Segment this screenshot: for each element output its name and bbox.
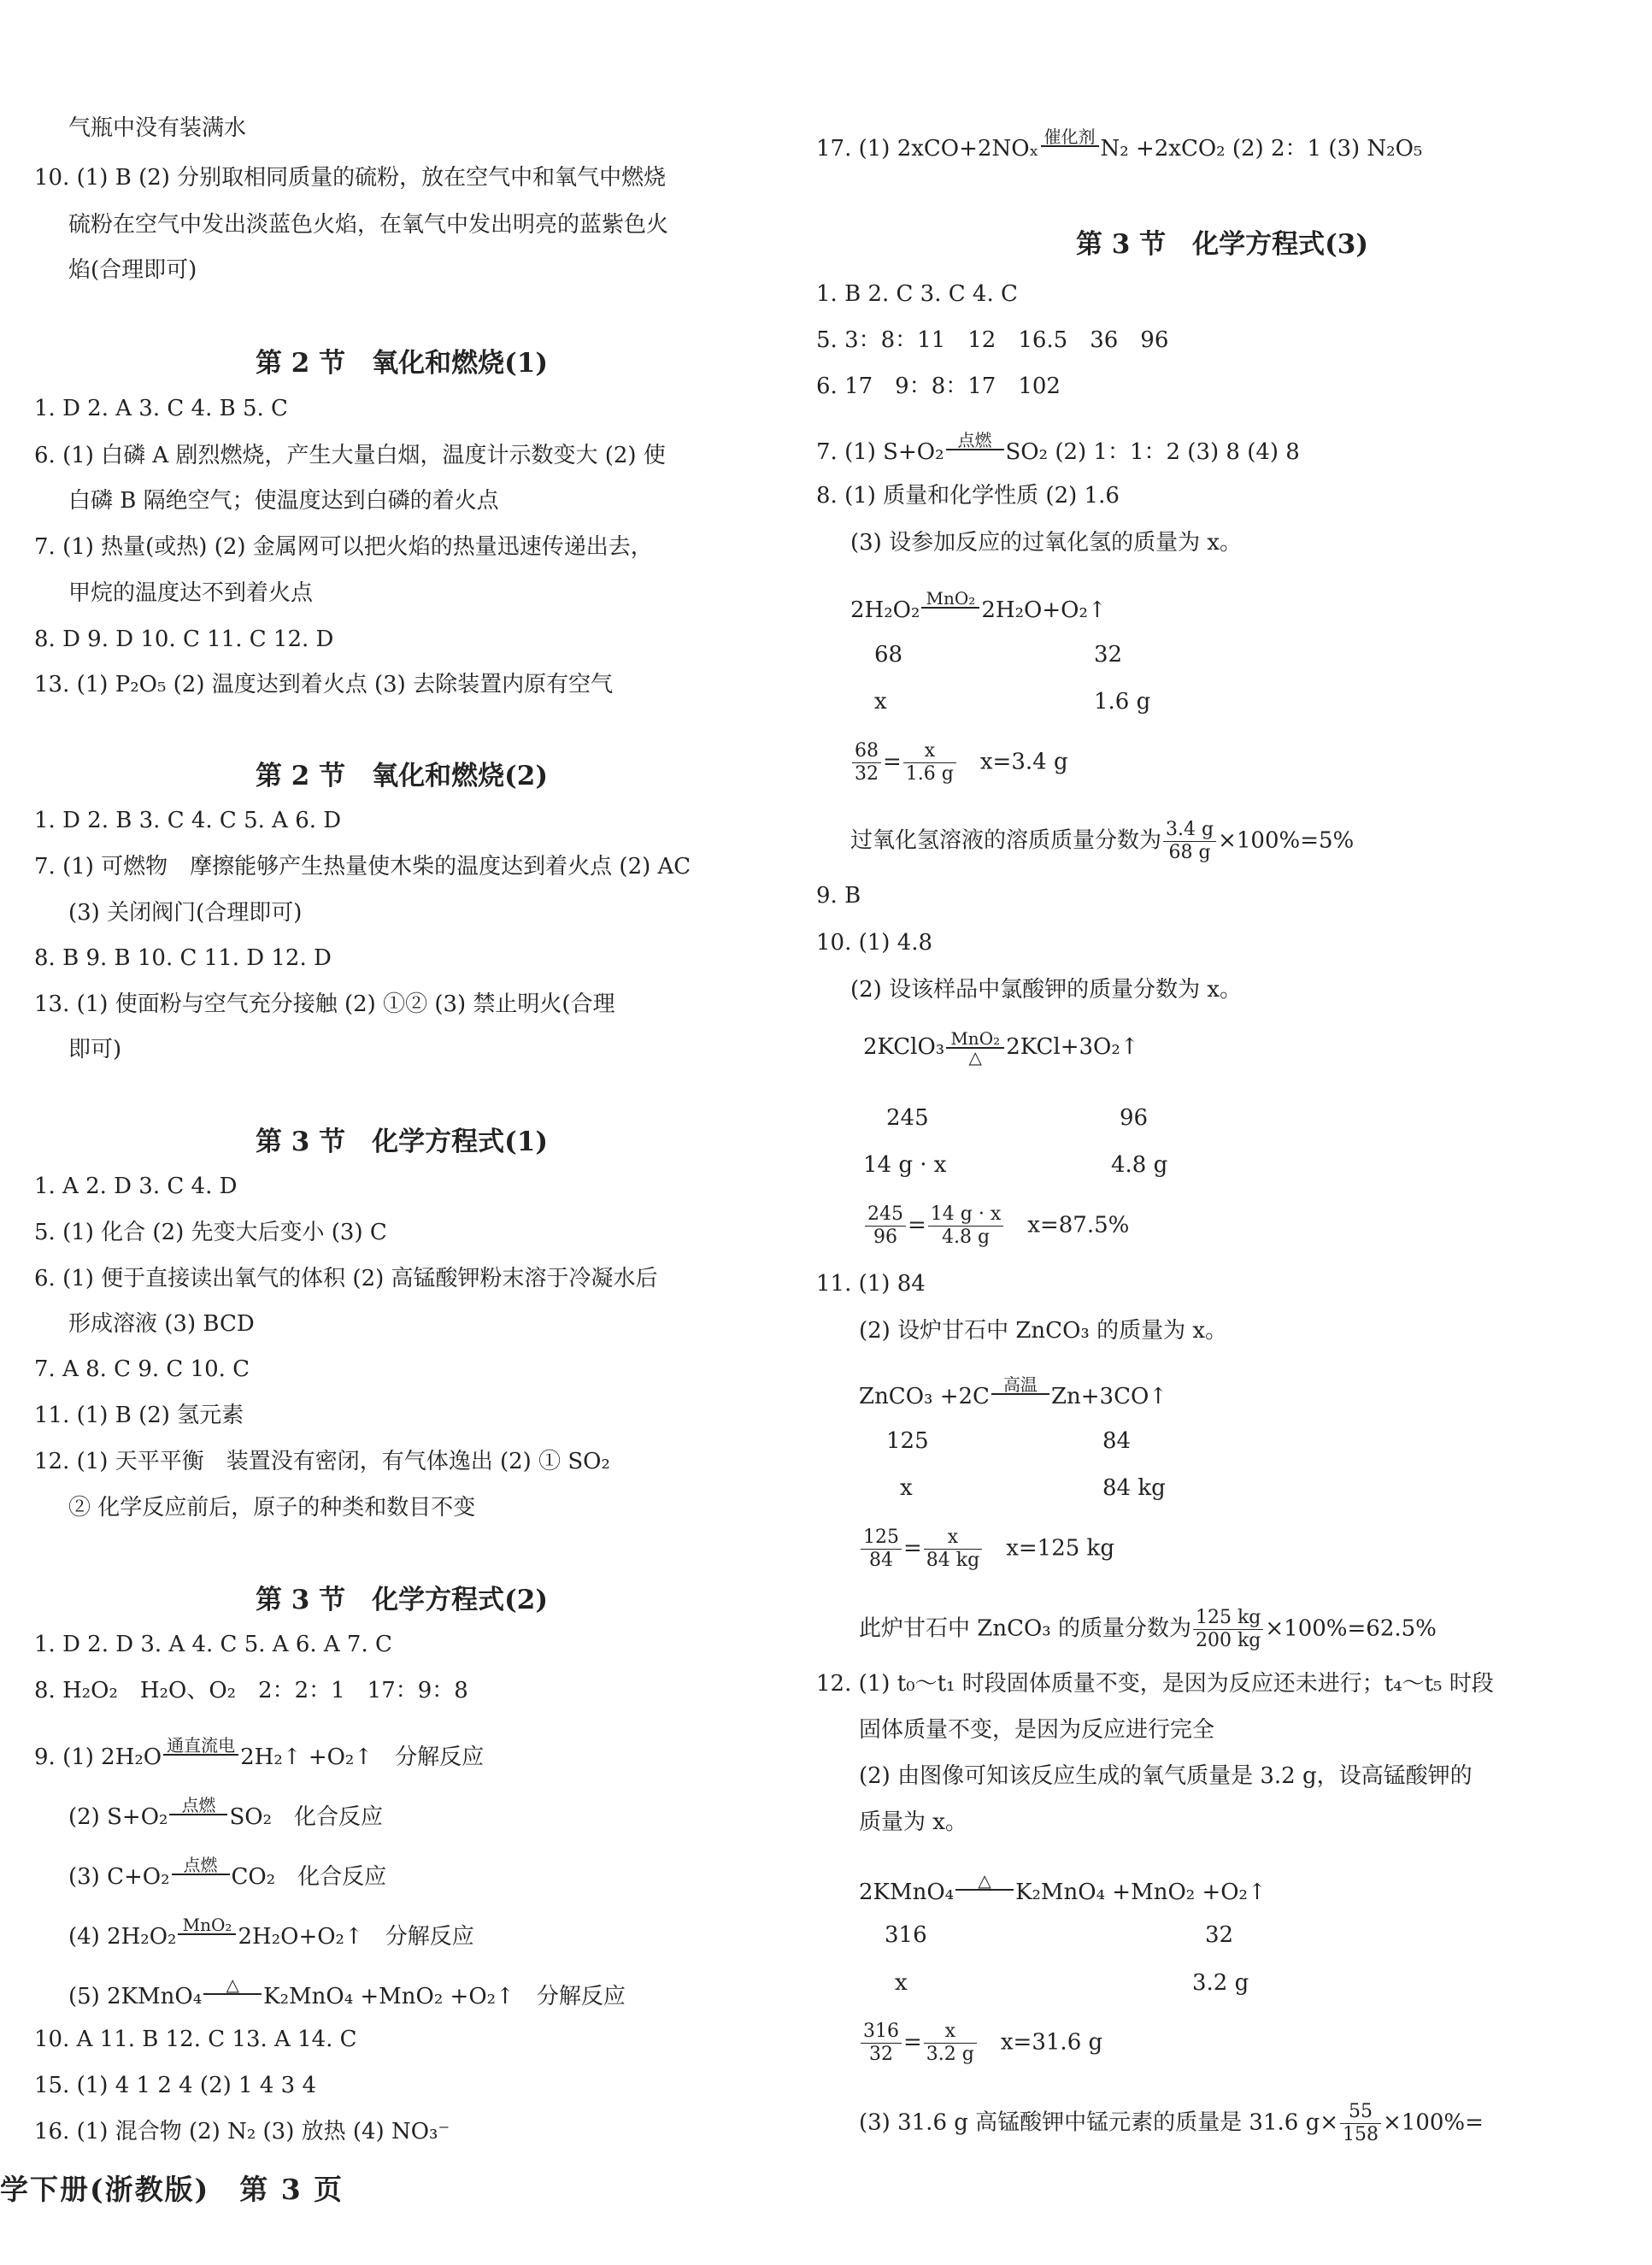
eq-right: SO₂ 化合反应 (229, 1804, 383, 1830)
equation-line: 2KClO₃ MnO₂ △ 2KCl+3O₂↑ (863, 1028, 1139, 1068)
section-heading: 第 2 节 氧化和燃烧(2) (255, 761, 549, 791)
eq-right: 2H₂O+O₂↑ 分解反应 (238, 1924, 474, 1950)
text-line: 7. (1) 可燃物 摩擦能够产生热量使木柴的温度达到着火点 (2) AC (34, 854, 691, 880)
text-line: 9. B (816, 883, 861, 909)
text-line: 甲烷的温度达不到着火点 (68, 580, 314, 606)
text-line: (2) 由图像可知该反应生成的氧气质量是 3.2 g，设高锰酸钾的 (859, 1763, 1473, 1789)
text-line: 1. B 2. C 3. C 4. C (816, 281, 1018, 307)
equation-line: 2H₂O₂ MnO₂ 2H₂O+O₂↑ (850, 588, 1107, 623)
text-line: (3) 设参加反应的过氧化氢的质量为 x。 (850, 530, 1243, 556)
text-line: 68 (874, 642, 903, 668)
text-line: 7. (1) 热量(或热) (2) 金属网可以把火焰的热量迅速传递出去， (34, 534, 653, 560)
text-line: 10. (1) B (2) 分别取相同质量的硫粉，放在空气中和氧气中燃烧 (34, 165, 667, 191)
ratio-line: $\frac{125}{84}$ = $\frac{x}{84 kg}$ x=125 kg (859, 1527, 1114, 1572)
text-line: 质量为 x。 (859, 1809, 967, 1835)
text-line: x (874, 689, 887, 715)
text-line: 84 (1102, 1428, 1132, 1454)
section-heading: 第 3 节 化学方程式(1) (255, 1127, 549, 1157)
equation-line (34, 1737, 484, 1773)
text-line: 13. (1) P₂O₅ (2) 温度达到着火点 (3) 去除装置内原有空气 (34, 672, 614, 697)
eq-left: (5) 2KMnO₄ (68, 1984, 203, 2009)
text-line: 32 (1094, 642, 1123, 668)
text-line: 6. 17 9：8：17 102 (816, 374, 1061, 399)
eq-left: (2) S+O₂ (68, 1804, 168, 1830)
text-line: 13. (1) 使面粉与空气充分接触 (2) ①② (3) 禁止明火(合理 (34, 991, 615, 1017)
text-line: 过氧化氢溶液的溶质质量分数为 $\frac{3.4 g}{68 g}$ ×100%=5% (850, 819, 1355, 863)
ratio-line: $\frac{245}{96}$ = $\frac{14 g \cdot x}{4.8 g}$ x=87.5% (863, 1203, 1129, 1249)
text-line: 固体质量不变，是因为反应进行完全 (859, 1717, 1215, 1743)
equation-line (68, 1916, 474, 1952)
eq-left: (3) C+O₂ (68, 1864, 170, 1890)
text-line: (2) 设该样品中氯酸钾的质量分数为 x。 (850, 977, 1243, 1003)
text-line: 形成溶液 (3) BCD (68, 1311, 255, 1337)
text-line: 此炉甘石中 ZnCO₃ 的质量分数为 $\frac{125 kg}{200 kg}$ ×100%=62.5% (859, 1607, 1437, 1651)
equation-line: 17. (1) 2xCO+2NOₓ 催化剂 N₂ +2xCO₂ (2) 2：1 (3) N₂O₅ (816, 126, 1423, 162)
text-line: 5. 3：8：11 12 16.5 36 96 (816, 327, 1169, 353)
equation-line: ZnCO₃ +2C 高温 Zn+3CO↑ (859, 1374, 1168, 1409)
text-line: 8. D 9. D 10. C 11. C 12. D (34, 627, 334, 652)
text-line: 3.2 g (1192, 1970, 1249, 1996)
text-line: 12. (1) 天平平衡 装置没有密闭，有气体逸出 (2) ① SO₂ (34, 1449, 610, 1474)
text-line: 84 kg (1102, 1475, 1166, 1501)
text-line: 10. (1) 4.8 (816, 930, 933, 956)
text-line: 1. D 2. B 3. C 4. C 5. A 6. D (34, 808, 342, 833)
equation-line: 2KMnO₄ △ K₂MnO₄ +MnO₂ +O₂↑ (859, 1870, 1267, 1905)
equation-line (68, 1976, 626, 2012)
condition: 点燃 (169, 1797, 227, 1833)
text-line: 4.8 g (1111, 1152, 1168, 1178)
text-line: 316 (885, 1922, 927, 1948)
text-line: 焰(合理即可) (68, 257, 197, 283)
eq-left: 9. (1) 2H₂O (34, 1744, 162, 1770)
text-line: 硫粉在空气中发出淡蓝色火焰，在氧气中发出明亮的蓝紫色火 (68, 212, 669, 238)
text-line: 11. (1) 84 (816, 1271, 926, 1297)
text-line: x (900, 1475, 913, 1501)
eq-left: (4) 2H₂O₂ (68, 1924, 177, 1950)
text-line: 1. D 2. D 3. A 4. C 5. A 6. A 7. C (34, 1632, 392, 1657)
eq-right: CO₂ 化合反应 (231, 1864, 387, 1890)
ratio-line: $\frac{68}{32}$ = $\frac{x}{1.6 g}$ x=3.4 g (850, 740, 1068, 785)
condition: △ (203, 1976, 262, 2012)
text-line: 8. B 9. B 10. C 11. D 12. D (34, 945, 332, 971)
section-heading: 第 3 节 化学方程式(3) (1075, 229, 1369, 260)
text-line: 1.6 g (1094, 689, 1151, 715)
text-line: (2) 设炉甘石中 ZnCO₃ 的质量为 x。 (859, 1318, 1227, 1344)
text-line: ② 化学反应前后，原子的种类和数目不变 (68, 1495, 476, 1521)
ratio-line: $\frac{316}{32}$ = $\frac{x}{3.2 g}$ x=31.6 g (859, 2021, 1102, 2066)
text-line: 32 (1205, 1922, 1234, 1948)
section-heading: 第 3 节 化学方程式(2) (255, 1585, 549, 1615)
condition: MnO₂ (178, 1916, 236, 1952)
text-line: 8. (1) 质量和化学性质 (2) 1.6 (816, 483, 1120, 509)
text-line: 6. (1) 白磷 A 剧烈燃烧，产生大量白烟，温度计示数变大 (2) 使 (34, 443, 666, 468)
text-line: 8. H₂O₂ H₂O、O₂ 2：2：1 17：9：8 (34, 1678, 468, 1703)
text-line: 15. (1) 4 1 2 4 (2) 1 4 3 4 (34, 2073, 316, 2098)
condition: 通直流电 (163, 1737, 238, 1773)
page-footer: 学下册(浙教版) 第 3 页 (0, 2173, 344, 2206)
text-line: 12. (1) t₀～t₁ 时段固体质量不变，是因为反应还未进行；t₄～t₅ 时段 (816, 1671, 1494, 1697)
text-line: 14 g · x (863, 1152, 947, 1178)
text-line: 125 (886, 1428, 929, 1454)
section-heading: 第 2 节 氧化和燃烧(1) (255, 348, 549, 379)
text-line: 96 (1120, 1105, 1149, 1131)
text-line: 1. A 2. D 3. C 4. D (34, 1174, 238, 1199)
eq-right: 2H₂↑ +O₂↑ 分解反应 (240, 1744, 485, 1770)
text-line: 气瓶中没有装满水 (68, 115, 247, 141)
text-line: 5. (1) 化合 (2) 先变大后变小 (3) C (34, 1220, 387, 1245)
text-line: 1. D 2. A 3. C 4. B 5. C (34, 396, 288, 421)
text-line: (3) 关闭阀门(合理即可) (68, 900, 303, 926)
text-line: 白磷 B 隔绝空气；使温度达到白磷的着火点 (68, 488, 499, 514)
condition: 点燃 (172, 1856, 230, 1892)
text-line: 16. (1) 混合物 (2) N₂ (3) 放热 (4) NO₃⁻ (34, 2119, 450, 2144)
equation-line: 7. (1) S+O₂ 点燃 SO₂ (2) 1：1：2 (3) 8 (4) 8 (816, 430, 1300, 465)
text-line: 11. (1) B (2) 氢元素 (34, 1403, 244, 1428)
text-line: (3) 31.6 g 高锰酸钾中锰元素的质量是 31.6 g× $\frac{55}{158}$ ×100%= (859, 2101, 1484, 2145)
text-line: 6. (1) 便于直接读出氧气的体积 (2) 高锰酸钾粉末溶于冷凝水后 (34, 1266, 658, 1291)
text-line: 10. A 11. B 12. C 13. A 14. C (34, 2027, 357, 2052)
text-line: 245 (886, 1105, 929, 1131)
eq-right: K₂MnO₄ +MnO₂ +O₂↑ 分解反应 (263, 1984, 626, 2009)
text-line: x (895, 1970, 908, 1996)
equation-line (68, 1797, 383, 1833)
text-line: 7. A 8. C 9. C 10. C (34, 1356, 250, 1382)
text-line: 即可) (68, 1037, 122, 1062)
equation-line (68, 1856, 386, 1892)
